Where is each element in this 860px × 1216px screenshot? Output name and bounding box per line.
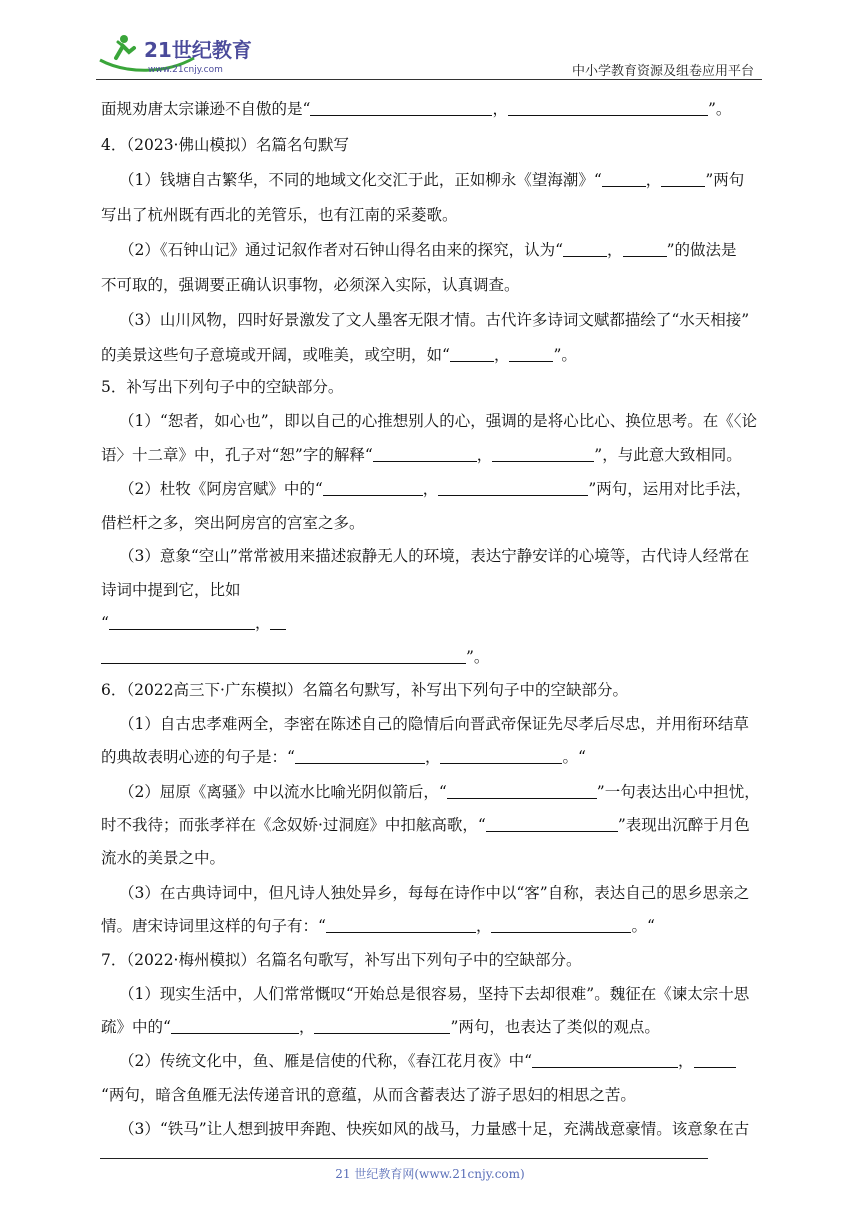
answer-blank — [270, 614, 286, 630]
answer-blank — [109, 614, 255, 630]
answer-blank — [295, 748, 425, 764]
text-line: （1）“恕者，如心也”，即以自己的心推想别人的心，强调的是将心比心、换位思考。在《〈论 — [119, 412, 757, 430]
answer-blank — [492, 446, 594, 462]
logo-text: 21世纪教育 — [144, 38, 252, 62]
text-line: （2）杜牧《阿房宫赋》中的“ ， ”两句，运用对比手法， — [119, 480, 752, 498]
answer-blank — [323, 480, 423, 496]
text-line: （3）“铁马”让人想到披甲奔跑、快疾如风的战马，力量感十足，充满战意豪情。该意象在古 — [119, 1120, 750, 1138]
question-title: 6．（2022高三下·广东模拟）名篇名句默写，补写出下列句子中的空缺部分。 — [101, 681, 628, 699]
text-line: 面规劝唐太宗谦逊不自傲的是“ ， ”。 — [101, 100, 732, 118]
page-header — [96, 30, 768, 82]
text-line: 写出了杭州既有西北的羌管乐，也有江南的采菱歌。 — [101, 206, 458, 224]
answer-blank — [623, 241, 667, 257]
text-line: （2）《石钟山记》通过记叙作者对石钟山得名由来的探究，认为“ ， ”的做法是 — [119, 241, 737, 259]
answer-blank — [314, 1018, 450, 1034]
text-line: （3）山川风物，四时好景激发了文人墨客无限才情。古代许多诗词文赋都描绘了“水天相接” — [119, 311, 750, 329]
text-line: 的典故表明心迹的句子是：“ ， 。“ — [101, 748, 586, 766]
text-line: 时不我待；而张孝祥在《念奴娇·过洞庭》中扣舷高歌，“ ”表现出沉醉于月色 — [101, 816, 750, 834]
text-line: （1）现实生活中，人们常常慨叹“开始总是很容易，坚持下去却很难”。魏征在《谏太宗十思 — [119, 985, 750, 1003]
text-line: ”。 — [101, 646, 489, 668]
text-line: 诗词中提到它，比如 — [101, 581, 241, 599]
answer-blank — [508, 100, 708, 116]
text-line: （3）意象“空山”常常被用来描述寂静无人的环境，表达宁静安详的心境等，古代诗人经常在 — [119, 547, 750, 565]
answer-blank — [486, 816, 618, 832]
answer-blank — [491, 917, 631, 933]
answer-blank — [447, 783, 597, 799]
text-line: “ ， — [101, 612, 286, 634]
answer-blank — [450, 346, 494, 362]
text-line: 的美景这些句子意境或开阔，或唯美，或空明，如“ ， ”。 — [101, 346, 577, 364]
text-line: 情。唐宋诗词里这样的句子有：“ ， 。“ — [101, 917, 655, 935]
question-title: 7．（2022·梅州模拟）名篇名句歌写，补写出下列句子中的空缺部分。 — [101, 951, 582, 969]
answer-blank — [694, 1052, 736, 1068]
question-title: 5．补写出下列句子中的空缺部分。 — [101, 378, 344, 396]
footer-source: 21 世纪教育网(www.21cnjy.com) — [335, 1167, 525, 1181]
text-line: （3）在古典诗词中，但凡诗人独处异乡，每每在诗作中以“客”自称，表达自己的思乡思亲之 — [119, 884, 750, 902]
text-line: （2）屈原《离骚》中以流水比喻光阴似箭后，“ ”一句表达出心中担忧， — [119, 783, 760, 801]
logo-url: www.21cnjy.com — [148, 65, 223, 75]
text-line: 借栏杆之多，突出阿房宫的宫室之多。 — [101, 514, 365, 532]
text-line: 不可取的，强调要正确认识事物，必须深入实际，认真调查。 — [101, 276, 520, 294]
answer-blank — [373, 446, 477, 462]
question-title: 4．（2023·佛山模拟）名篇名句默写 — [101, 136, 349, 154]
answer-blank — [326, 917, 476, 933]
footer-divider — [100, 1158, 708, 1159]
answer-blank — [310, 100, 492, 116]
answer-blank — [438, 480, 588, 496]
text-line: 流水的美景之中。 — [101, 849, 226, 867]
logo-21cnjy — [96, 30, 266, 78]
answer-blank — [509, 346, 553, 362]
answer-blank — [440, 748, 562, 764]
text-line: （2）传统文化中，鱼、雁是信使的代称，《春江花月夜》中“ ， — [119, 1050, 736, 1072]
header-divider — [96, 79, 762, 80]
answer-blank — [532, 1052, 678, 1068]
platform-title: 中小学教育资源及组卷应用平台 — [571, 64, 754, 79]
answer-blank — [101, 648, 466, 664]
text-line: （1）自古忠孝难两全，李密在陈述自己的隐情后向晋武帝保证先尽孝后尽忠，并用衔环结草 — [119, 715, 749, 733]
text-line: “两句，暗含鱼雁无法传递音讯的意蕴，从而含蓄表达了游子思妇的相思之苦。 — [101, 1086, 636, 1104]
answer-blank — [661, 171, 705, 187]
answer-blank — [171, 1018, 299, 1034]
text-line: （1）钱塘自古繁华，不同的地域文化交汇于此，正如柳永《望海潮》“ ， ”两句 — [119, 171, 745, 189]
text-line: 疏》中的“ ， ”两句，也表达了类似的观点。 — [101, 1018, 660, 1036]
answer-blank — [563, 241, 607, 257]
text-line: 语〉十二章》中，孔子对“恕”字的解释“ ， ”，与此意大致相同。 — [101, 446, 742, 464]
answer-blank — [602, 171, 646, 187]
